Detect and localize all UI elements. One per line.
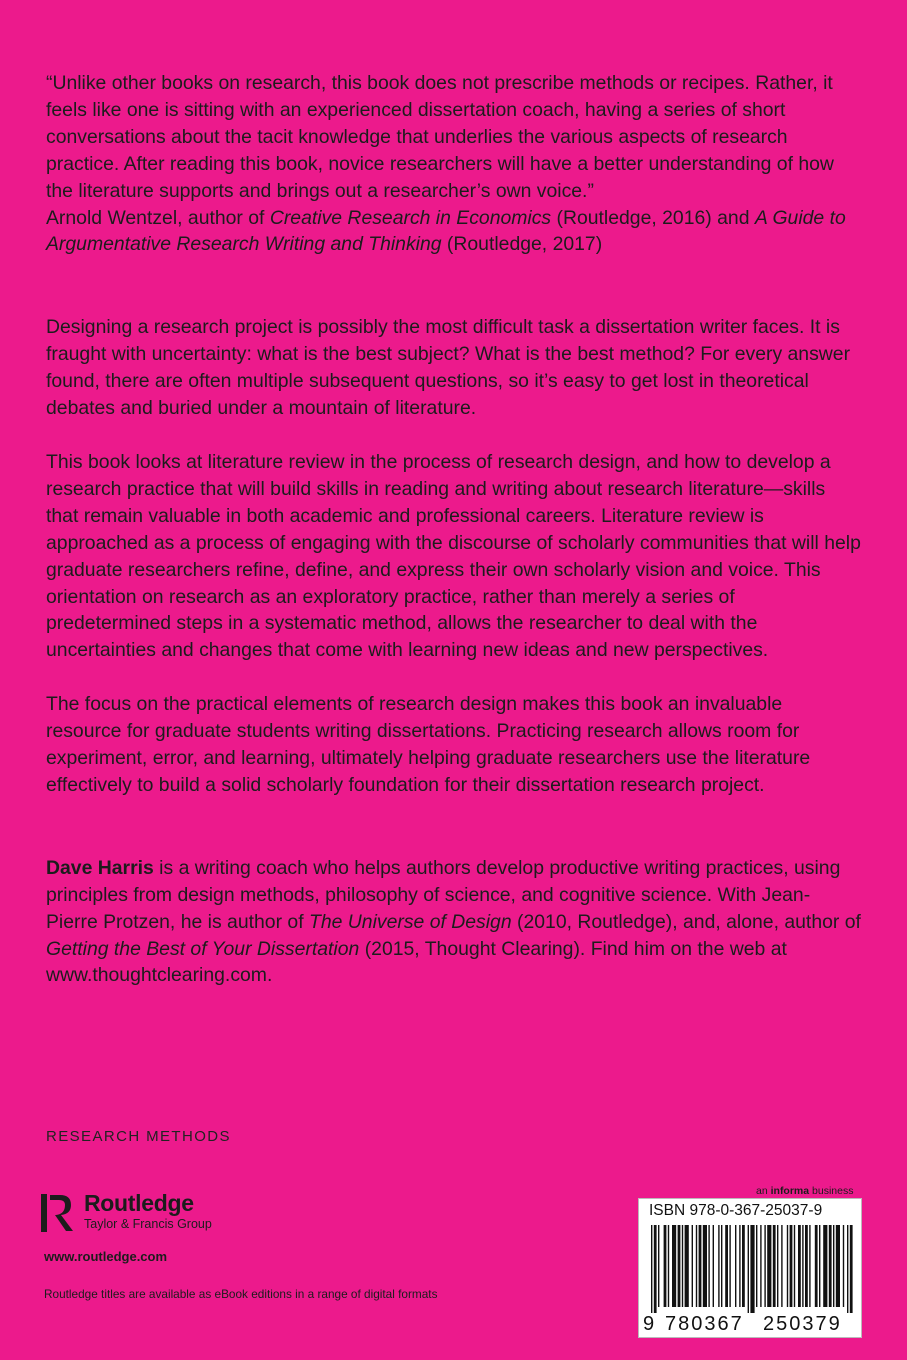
barcode-bar	[748, 1225, 749, 1313]
author-name: Dave Harris	[46, 856, 154, 879]
description-paragraph: Designing a research project is possibly the most difficult task a dissertation writer faces. It is fraught with uncertainty: what is the best subject? What is the best method? For every answer found, there are often multiple subsequent questions, so it’s easy to get lost in theoretical debates and buried under a mountain of literature.	[46, 316, 851, 420]
barcode-bar	[760, 1225, 761, 1307]
barcode-bar	[794, 1225, 795, 1307]
quoted-book-title: Creative Research in Economics	[269, 206, 552, 229]
barcode-bar	[809, 1225, 810, 1307]
barcode-bar	[802, 1225, 803, 1307]
barcode-bar	[713, 1225, 714, 1307]
barcode-bar	[787, 1225, 788, 1307]
barcode-bars	[647, 1225, 855, 1313]
quote-text: “Unlike other books on research, this book does not prescribe methods or recipes. Rather, it feels like one is sitting with an experienced dissertation coach, having a series of short conversations about the tacit knowledge that underlies the various aspects of research practice. After reading this book, novice researchers will have a better understanding of how the literature supports and brings out a researcher’s own voice.”	[46, 72, 834, 202]
barcode-bar	[735, 1225, 736, 1307]
barcode-bar	[718, 1225, 719, 1307]
barcode-bar	[781, 1225, 782, 1307]
barcode-bar	[850, 1225, 853, 1313]
barcode-digit-group: 250379	[763, 1313, 842, 1335]
description-paragraph: The focus on the practical elements of research design makes this book an invaluable resource for graduate students writing dissertations. Practicing research allows room for experiment, error, and learning, ultimately helping graduate researchers use the literature effectively to build a solid scholarly foundation for their dissertation research project.	[46, 693, 811, 796]
barcode-bar	[819, 1225, 820, 1307]
barcode-bar	[798, 1225, 801, 1307]
barcode-bar	[721, 1225, 722, 1307]
description-paragraph: This book looks at literature review in the process of research design, and how to develop a research practice that will build skills in reading and writing about research literature—skills that remain valuable in both academic and professional careers. Literature review is approached as a process of engaging with the discourse of scholarly communities that will help graduate researchers refine, define, and express their own scholarly vision and voice. This orientation on research as an exploratory practice, rather than merely a series of predetermined steps in a systematic method, allows the researcher to deal with the uncertainties and changes that come with learning new ideas and new perspectives.	[46, 450, 861, 662]
author-book-title: Getting the Best of Your Dissertation	[46, 937, 360, 960]
barcode-bar	[756, 1225, 757, 1307]
publisher-name: Routledge	[84, 1190, 194, 1216]
author-book-title: The Universe of Design	[309, 910, 512, 933]
barcode-bar	[823, 1225, 827, 1307]
barcode-bar	[836, 1225, 840, 1307]
barcode-bar	[668, 1225, 669, 1307]
barcode-bar	[833, 1225, 834, 1307]
barcode-bar	[699, 1225, 702, 1307]
barcode-bar	[682, 1225, 683, 1307]
barcode-bar	[685, 1225, 689, 1307]
barcode-bar	[790, 1225, 793, 1307]
barcode-bar	[708, 1225, 709, 1307]
barcode-bar	[829, 1225, 832, 1307]
barcode-bar	[815, 1225, 818, 1307]
barcode-bar	[767, 1225, 771, 1307]
barcode-bar	[729, 1225, 730, 1307]
barcode-bar	[847, 1225, 848, 1313]
barcode-bar	[651, 1225, 652, 1313]
routledge-r-icon	[40, 1193, 76, 1233]
isbn-label: ISBN 978-0-367-25037-9	[649, 1202, 823, 1219]
author-bio: Dave Harris is a writing coach who helps authors develop productive writing practices, using principles from design methods, philosophy of science, and cognitive science. With Jean-Pierre Protzen, he is author of The Universe of Design (2010, Routledge), and, alone, author of Getting the Best of Your Dissertation (2015, Thought Clearing). Find him on the web at www.thoughtclearing.com.	[46, 856, 861, 987]
endorsement-quote	[46, 70, 861, 258]
informa-business-label: an informa business	[756, 1185, 854, 1197]
barcode-bar	[672, 1225, 676, 1307]
ebook-note: Routledge titles are available as eBook editions in a range of digital formats	[44, 1287, 438, 1301]
barcode-bar	[750, 1225, 754, 1313]
barcode-bar	[777, 1225, 778, 1307]
barcode-bar	[664, 1225, 667, 1307]
publisher-group: Taylor & Francis Group	[84, 1217, 212, 1231]
barcode-bar	[843, 1225, 844, 1307]
barcode-lead-digit: 9	[643, 1313, 655, 1335]
barcode-bar	[703, 1225, 707, 1307]
publisher-website: www.routledge.com	[44, 1249, 168, 1264]
barcode-bar	[725, 1225, 728, 1307]
barcode-bar	[696, 1225, 697, 1307]
subject-category: RESEARCH METHODS	[46, 1128, 231, 1145]
isbn-barcode	[638, 1198, 862, 1338]
barcode-bar	[742, 1225, 745, 1307]
barcode-bar	[692, 1225, 693, 1307]
barcode-bar	[773, 1225, 776, 1307]
back-cover-text	[46, 70, 861, 989]
barcode-bar	[739, 1225, 740, 1307]
barcode-bar	[805, 1225, 808, 1307]
barcode-bar	[678, 1225, 681, 1307]
barcode-bar	[654, 1225, 657, 1313]
barcode-bar	[658, 1225, 659, 1307]
quote-attribution: Arnold Wentzel, author of Creative Research in Economics (Routledge, 2016) and A Guide to Argumentative Research Writing and Thinking (Routledge, 2017)	[46, 206, 846, 256]
barcode-digit-group: 780367	[665, 1313, 744, 1335]
quoted-book-title: A Guide to Argumentative Research Writing and Thinking	[46, 206, 846, 256]
barcode-bar	[764, 1225, 765, 1307]
